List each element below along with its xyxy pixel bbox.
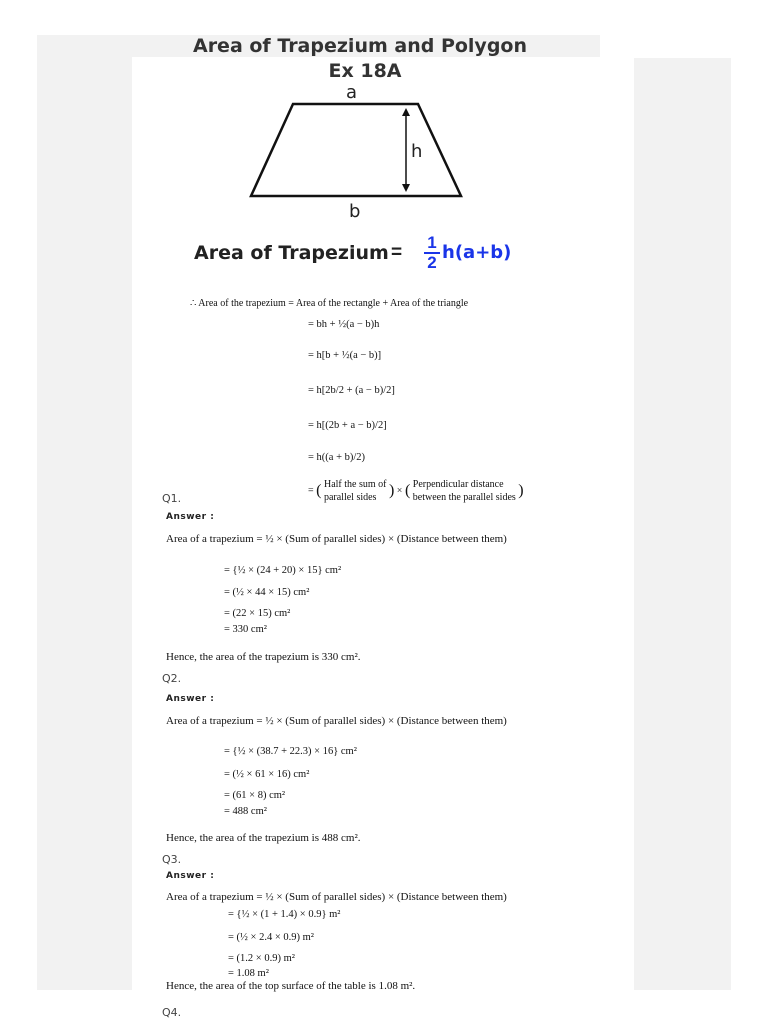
formula-equals: = — [391, 242, 403, 263]
step-q3-1: = {½ × (1 + 1.4) × 0.9} m² — [228, 909, 341, 920]
page-subtitle: Ex 18A — [328, 60, 402, 82]
answer-label-q2: Answer : — [166, 694, 215, 704]
question-label-q2: Q2. — [162, 672, 182, 685]
half-sum-line-1: Half the sum of — [323, 479, 387, 490]
perp-block — [413, 478, 516, 504]
formula-numerator: 1 — [424, 234, 440, 254]
perp-line-1: Perpendicular distance — [412, 479, 504, 490]
label-b: b — [349, 201, 361, 222]
statement-q3: Area of a trapezium = ½ × (Sum of parallel sides) × (Distance between them) — [166, 891, 507, 903]
question-label-q3: Q3. — [162, 853, 182, 866]
step-q2-2: = (½ × 61 × 16) cm² — [224, 769, 310, 780]
perp-line-2: between the parallel sides — [412, 492, 516, 503]
page-margin-inner — [95, 57, 132, 990]
formula-label: Area of Trapezium — [194, 242, 389, 264]
step-q3-3: = (1.2 × 0.9) m² — [228, 953, 295, 964]
derivation-line-2: = bh + ½(a − b)h — [308, 319, 380, 330]
derivation-line-6: = h((a + b)/2) — [308, 452, 366, 463]
height-arrow-head-top — [402, 108, 410, 116]
half-sum-line-2: parallel sides — [323, 492, 377, 503]
trapezium-shape — [251, 104, 461, 196]
half-sum-block — [324, 478, 387, 504]
answer-label-q3: Answer : — [166, 871, 215, 881]
step-q1-4: = 330 cm² — [224, 624, 267, 635]
conclusion-q2: Hence, the area of the trapezium is 488 cm². — [166, 832, 361, 844]
formula-expression: h(a+b) — [442, 242, 512, 263]
label-a: a — [346, 82, 358, 103]
question-label-q1: Q1. — [162, 492, 182, 505]
step-q2-4: = 488 cm² — [224, 806, 267, 817]
derivation-line-5: = h[(2b + a − b)/2] — [308, 420, 387, 431]
step-q2-1: = {½ × (38.7 + 22.3) × 16} cm² — [224, 746, 357, 757]
page-margin-left — [37, 35, 95, 990]
statement-q2: Area of a trapezium = ½ × (Sum of parallel sides) × (Distance between them) — [166, 715, 507, 727]
paren-open-2: ( — [404, 482, 411, 499]
label-h: h — [411, 141, 423, 162]
derivation-line-3: = h[b + ½(a − b)] — [308, 350, 382, 361]
paren-close-2: ) — [518, 482, 524, 499]
conclusion-q1: Hence, the area of the trapezium is 330 cm². — [166, 651, 361, 663]
formula-denominator: 2 — [427, 253, 437, 272]
derivation-final — [308, 478, 524, 504]
height-arrow-head-bottom — [402, 184, 410, 192]
formula-fraction — [424, 234, 440, 272]
derivation-line-4: = h[2b/2 + (a − b)/2] — [308, 385, 395, 396]
step-q1-1: = {½ × (24 + 20) × 15} cm² — [224, 565, 342, 576]
step-q2-3: = (61 × 8) cm² — [224, 790, 286, 801]
step-q3-2: = (½ × 2.4 × 0.9) m² — [228, 932, 314, 943]
step-q3-4: = 1.08 m² — [228, 968, 269, 979]
step-q1-3: = (22 × 15) cm² — [224, 608, 291, 619]
statement-q1: Area of a trapezium = ½ × (Sum of parallel sides) × (Distance between them) — [166, 533, 507, 545]
page-title: Area of Trapezium and Polygon — [192, 35, 527, 57]
answer-label-q1: Answer : — [166, 512, 215, 522]
derivation-line-1: ∴ Area of the trapezium = Area of the rectangle + Area of the triangle — [190, 298, 469, 309]
paren-open: ( — [316, 482, 322, 499]
times-sign: × — [396, 485, 403, 497]
conclusion-q3: Hence, the area of the top surface of the table is 1.08 m². — [166, 980, 416, 992]
page-margin-right — [634, 58, 731, 990]
paren-close: ) — [388, 482, 395, 499]
question-label-q4: Q4. — [162, 1006, 182, 1019]
step-q1-2: = (½ × 44 × 15) cm² — [224, 587, 310, 598]
equals-sign: = — [308, 485, 314, 497]
